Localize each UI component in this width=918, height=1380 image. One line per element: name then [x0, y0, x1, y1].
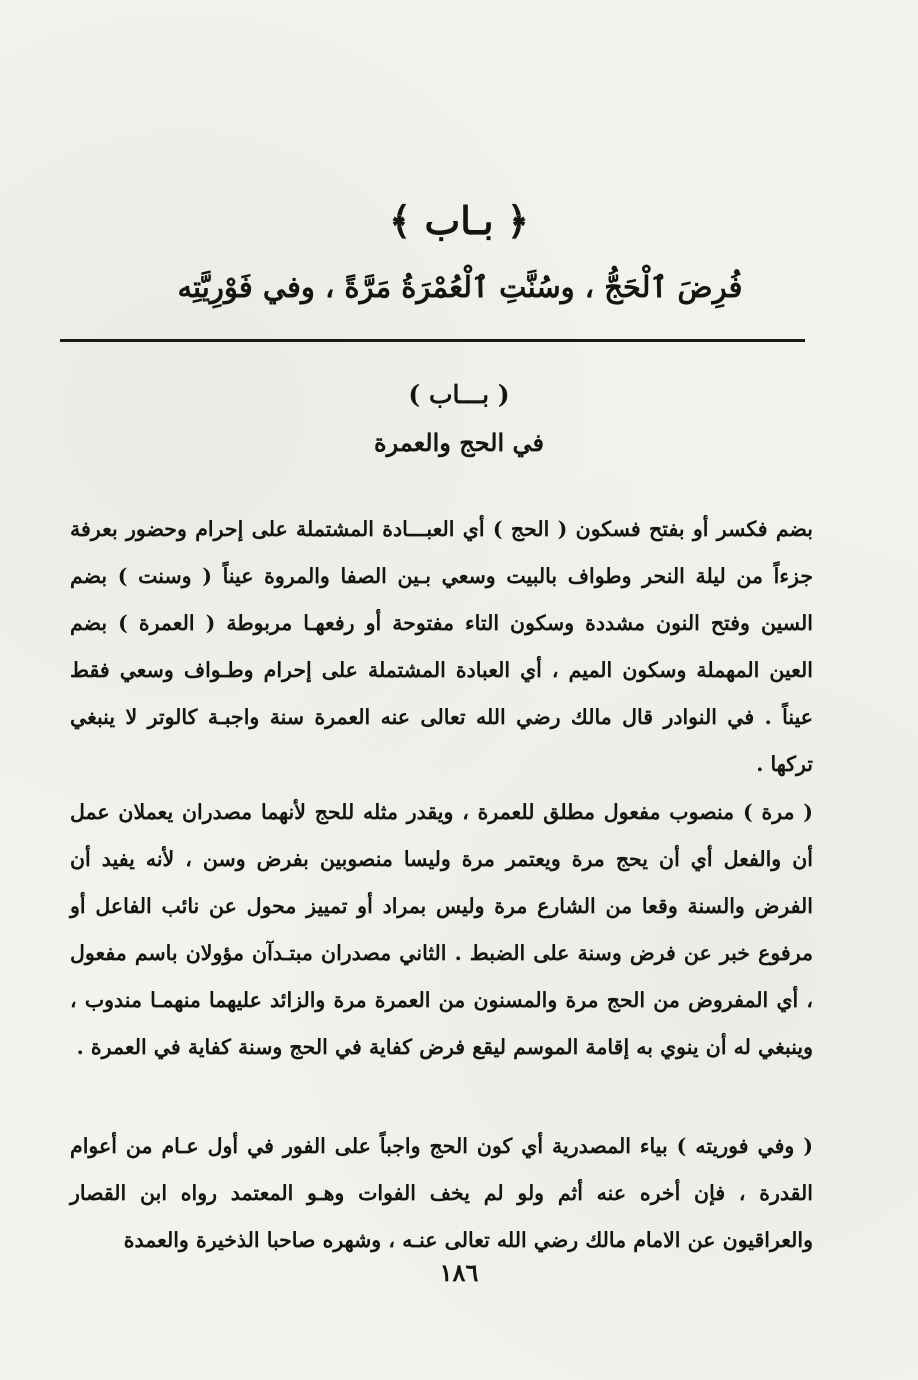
page-number: ١٨٦ — [439, 1258, 479, 1287]
section-heading: ( بـــاب ) — [408, 380, 510, 409]
heading-divider — [60, 339, 805, 342]
paragraph-2: ( مرة ) منصوب مفعول مطلق للعمرة ، ويقدر مثله للحج لأنهما مصدران يعملان عمل أن والفعل أي أن يحج مرة ويعتمر مرة وليسا منصوبين بفرض وسن ، لأنه يفيد أن الفرض والسنة وقعا من الشارع مرة وليس بمراد أو تمييز محول عن نائب الفاعل أو مرفوع خبر عن فرض وسنة على الضبط . الثاني مصدران مبتـدآن مؤولان باسم مفعول ، أي المفروض من الحج مرة والمسنون من العمرة مرة والزائد عليهما منهمـا مندوب ، وينبغي له أن ينوي به إقامة الموسم ليقع فرض كفاية في الحج وسنة كفاية في العمرة . — [70, 799, 813, 1059]
chapter-subtitle: فُرِضَ ٱلْحَجُّ ، وسُنَّتِ ٱلْعُمْرَةُ مَرَّةً ، وفي فَوْرِيَّتِه — [177, 270, 743, 304]
section-subtitle: في الحج والعمرة — [374, 428, 544, 457]
paragraph-1: بضم فكسر أو بفتح فسكون ( الحج ) أي العبـــادة المشتملة على إحرام وحضور بعرفة جزءاً من ليلة النحر وطواف بالبيت وسعي بـين الصفا والمروة عيناً ( وسنت ) بضم السين وفتح النون مشددة وسكون التاء مفتوحة أو رفعهـا مربوطة ( العمرة ) بضم العين المهملة وسكون الميم ، أي العبادة المشتملة على إحرام وطـواف وسعي فقط عيناً . في النوادر قال مالك رضي الله تعالى عنه العمرة سنة واجبـة كالوتر لا ينبغي تركها . — [70, 516, 813, 776]
chapter-heading: ﴿ بـاب ﴾ — [388, 198, 530, 243]
paragraph-3: ( وفي فوريته ) بياء المصدرية أي كون الحج واجباً على الفور في أول عـام من أعوام القدرة ، فإن أخره عنه أثم ولو لم يخف الفوات وهـو المعتمد رواه ابن القصار والعراقيون عن الامام مالك رضي الله تعالى عنـه ، وشهره صاحبا الذخيرة والعمدة — [70, 1133, 813, 1252]
